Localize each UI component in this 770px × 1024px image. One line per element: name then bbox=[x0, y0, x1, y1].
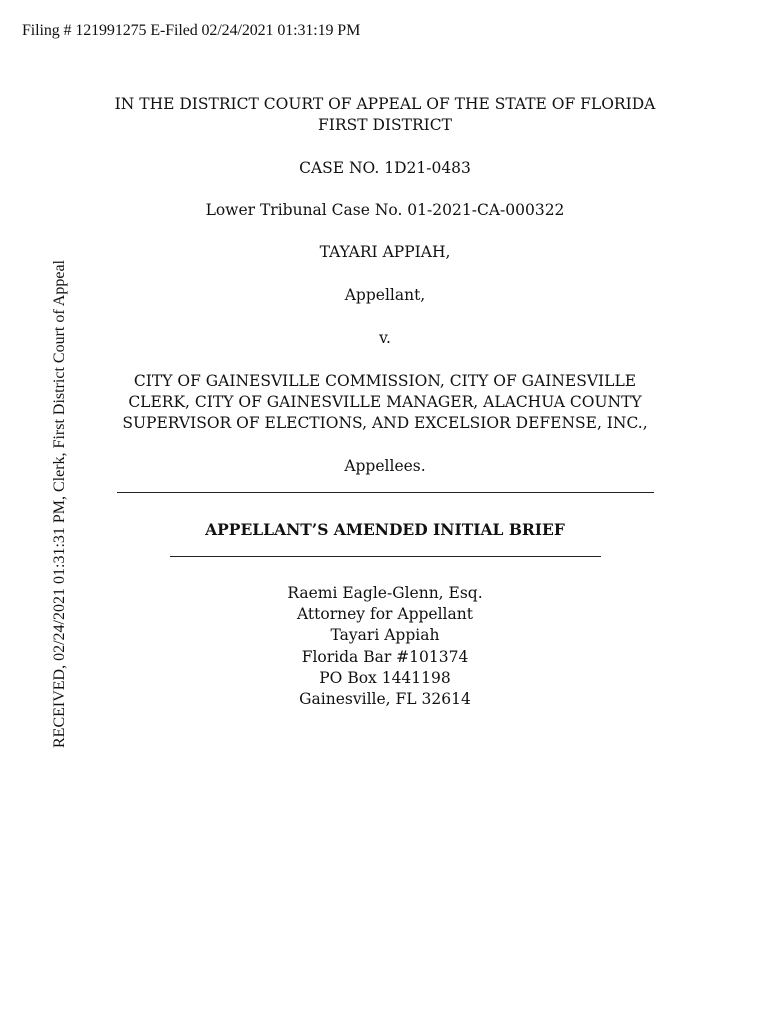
filing-header: Filing # 121991275 E-Filed 02/24/2021 01:31:19 PM bbox=[22, 22, 361, 39]
attorney-city: Gainesville, FL 32614 bbox=[299, 690, 471, 708]
appellees-role: Appellees. bbox=[344, 457, 426, 475]
lower-tribunal-case: Lower Tribunal Case No. 01-2021-CA-000322 bbox=[205, 201, 565, 219]
received-stamp: RECEIVED, 02/24/2021 01:31:31 PM, Clerk, First District Court of Appeal bbox=[51, 260, 68, 748]
separator-rule bbox=[117, 492, 654, 493]
appellant-role: Appellant, bbox=[344, 286, 426, 304]
attorney-po-box: PO Box 1441198 bbox=[319, 669, 451, 687]
case-number: CASE NO. 1D21-0483 bbox=[299, 159, 471, 177]
brief-title: APPELLANT’S AMENDED INITIAL BRIEF bbox=[205, 520, 565, 539]
attorney-client: Tayari Appiah bbox=[330, 626, 440, 644]
court-name: IN THE DISTRICT COURT OF APPEAL OF THE STATE OF FLORIDA bbox=[114, 95, 656, 113]
separator-rule bbox=[170, 556, 601, 557]
versus: v. bbox=[379, 329, 391, 347]
attorney-title: Attorney for Appellant bbox=[297, 605, 473, 623]
appellant-name: TAYARI APPIAH, bbox=[319, 243, 451, 261]
court-district: FIRST DISTRICT bbox=[318, 116, 452, 134]
appellees-line-2: CLERK, CITY OF GAINESVILLE MANAGER, ALACHUA COUNTY bbox=[128, 393, 642, 411]
attorney-bar-number: Florida Bar #101374 bbox=[301, 648, 469, 666]
appellees-line-3: SUPERVISOR OF ELECTIONS, AND EXCELSIOR DEFENSE, INC., bbox=[122, 414, 648, 432]
appellees-line-1: CITY OF GAINESVILLE COMMISSION, CITY OF GAINESVILLE bbox=[133, 372, 637, 390]
attorney-name: Raemi Eagle-Glenn, Esq. bbox=[287, 584, 483, 602]
